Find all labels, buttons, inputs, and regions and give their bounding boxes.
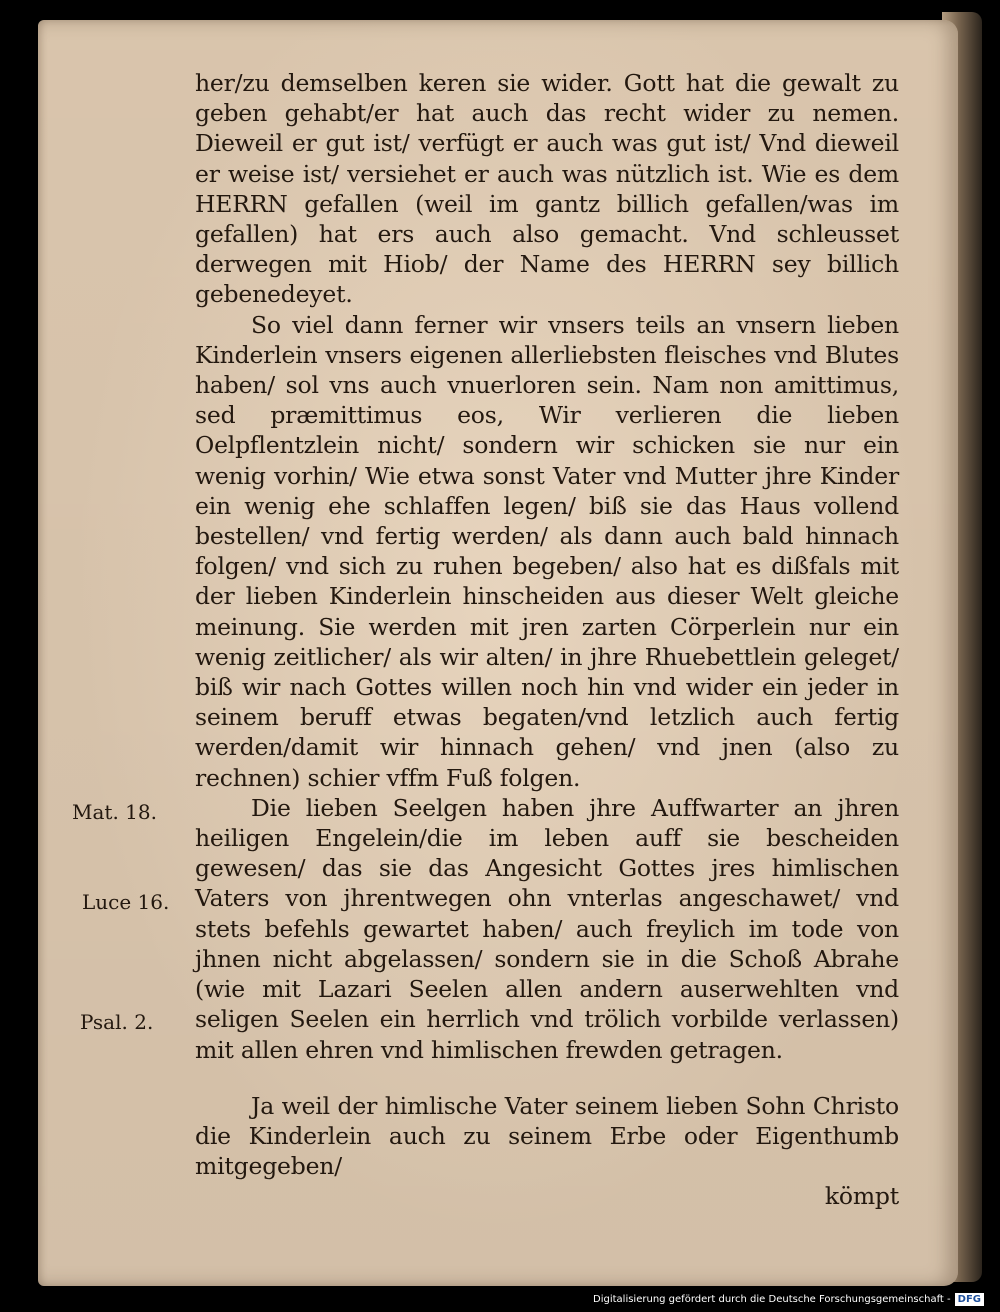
margin-note-luke: Luce 16. [82,890,170,914]
margin-note-matthew: Mat. 18. [72,800,157,824]
catchword: kömpt [824,1182,899,1211]
paragraph-1: her/zu demselben keren sie wider. Gott hat die gewalt zu geben gehabt/er hat auch das recht wider zu nemen. Dieweil er gut ist/ verfügt er auch was gut ist/ Vnd dieweil er weise ist/ versiehet er auch was nützlich ist. Wie es dem HERRN gefallen (weil im gantz billich gefallen/was im gefallen) hat ers auch also gemacht. Vnd schleusset derwegen mit Hiob/ der Name des HERRN sey billich gebenedeyet. [195,69,899,309]
margin-note-psalm: Psal. 2. [80,1010,154,1034]
paragraph-3: Die lieben Seelgen haben jhre Auffwarter an jhren heiligen Engelein/die im leben auff sie bescheiden gewesen/ das sie das Angesicht Gottes jres himlischen Vaters von jhrentwegen ohn vnterlas angeschawet/ vnd stets befehls gewartet haben/ auch freylich im tode von jhnen nicht abgelassen/ sondern sie in die Schoß Abrahe (wie mit Lazari Seelen allen andern auserwehlten vnd seligen Seelen ein herrlich vnd trölich vorbilde verlassen) mit allen ehren vnd himlischen frewden getragen. [195,793,899,1064]
main-text [195,68,899,1212]
paragraph-4: Ja weil der himlische Vater seinem lieben Sohn Christo die Kinderlein auch zu seinem Erbe oder Eigenthumb mitgegeben/ [195,1091,899,1181]
footer-credit [593,1290,984,1308]
paragraph-2: So viel dann ferner wir vnsers teils an vnsern lieben Kinderlein vnsers eigenen allerliebsten fleisches vnd Blutes haben/ sol vns auch vnuerloren sein. Nam non amittimus, sed præmittimus eos, Wir verlieren die lieben Oelpflentzlein nicht/ sondern wir schicken sie nur ein wenig vorhin/ Wie etwa sonst Vater vnd Mutter jhre Kinder ein wenig ehe schlaffen legen/ biß sie das Haus vollend bestellen/ vnd fertig werden/ als dann auch bald hinnach folgen/ vnd sich zu ruhen begeben/ also hat es dißfals mit der lieben Kinderlein hinscheiden aus dieser Welt gleiche meinung. Sie werden mit jren zarten Cörperlein nur ein wenig zeitlicher/ als wir alten/ in jhre Rhuebettlein geleget/ biß wir nach Gottes willen noch hin vnd wider ein jeder in seinem beruff etwas begaten/vnd letzlich auch fertig werden/damit wir hinnach gehen/ vnd jnen (also zu rechnen) schier vffm Fuß folgen. [195,310,899,792]
dfg-logo: DFG [955,1293,984,1306]
credit-text: Digitalisierung gefördert durch die Deutsche Forschungsgemeinschaft - [593,1293,951,1305]
